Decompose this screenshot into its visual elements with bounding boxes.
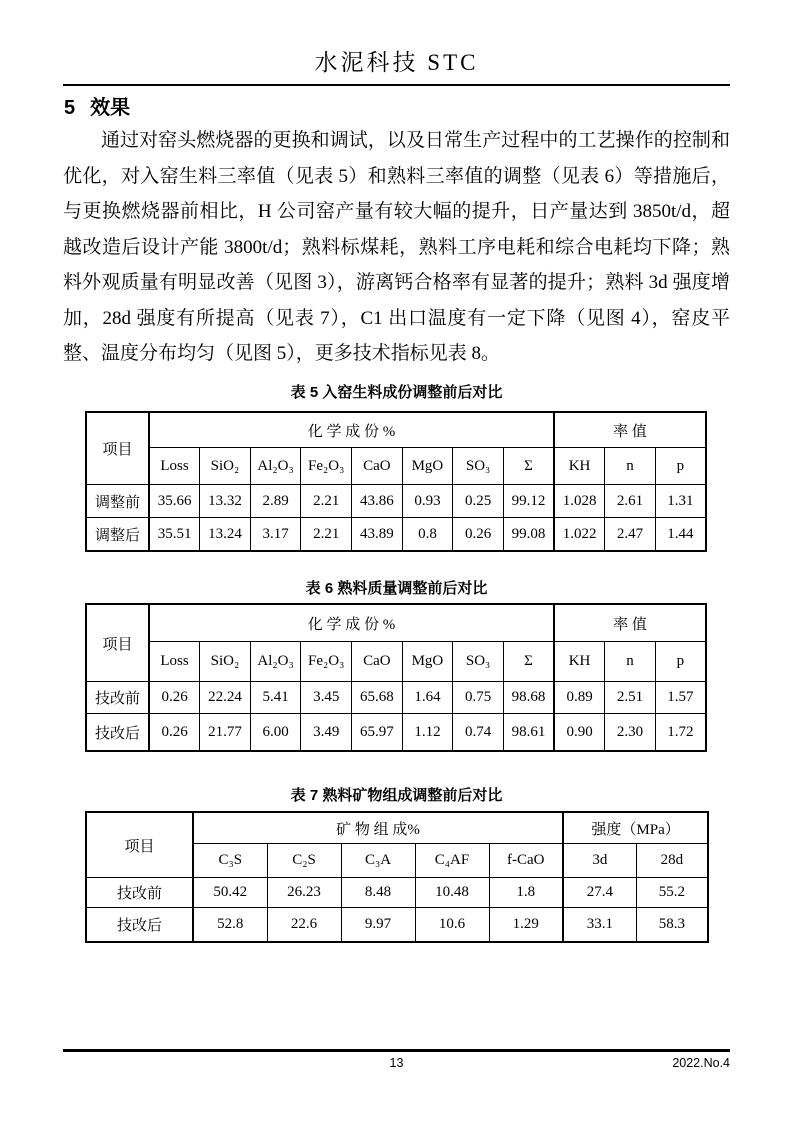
col-header: Loss: [149, 448, 200, 485]
table-cell: 13.24: [200, 518, 251, 552]
section-title: 效果: [90, 97, 131, 119]
row-label: 技改前: [86, 878, 193, 908]
row-label: 调整前: [86, 485, 149, 518]
col-header: MgO: [402, 448, 453, 485]
col-header: Σ: [503, 642, 554, 682]
table-cell: 35.51: [149, 518, 200, 552]
col-header: SiO₂: [200, 642, 251, 682]
table-row: [86, 604, 706, 642]
section-heading: [64, 91, 130, 120]
table-row: [86, 485, 706, 518]
col-header: p: [655, 448, 706, 485]
table-cell: 1.12: [402, 714, 453, 752]
col-header: Al₂O₃: [250, 448, 301, 485]
group-header-chem: 化 学 成 份 %: [149, 604, 554, 642]
col-header: KH: [554, 448, 605, 485]
table-cell: 21.77: [200, 714, 251, 752]
row-label: 调整后: [86, 518, 149, 552]
footer-rule: [63, 1049, 730, 1052]
col-header-item: 项目: [86, 604, 149, 682]
table-row: [86, 642, 706, 682]
col-header: KH: [554, 642, 605, 682]
col-header: C₃S: [193, 844, 267, 878]
table-cell: 2.21: [301, 485, 352, 518]
issue-label: 2022.No.4: [672, 1056, 730, 1070]
table7: [85, 811, 709, 943]
table5-title: 表 5 入窑生料成份调整前后对比: [290, 384, 503, 401]
table-cell: 13.32: [200, 485, 251, 518]
col-header: n: [605, 642, 656, 682]
table-cell: 99.08: [503, 518, 554, 552]
table-cell: 0.93: [402, 485, 453, 518]
group-header-mineral: 矿 物 组 成%: [193, 812, 563, 844]
header-rule: [63, 84, 730, 86]
page-number: 13: [389, 1056, 404, 1070]
table-row: [86, 448, 706, 485]
table-cell: 2.47: [605, 518, 656, 552]
table-cell: 33.1: [563, 908, 636, 943]
table-cell: 1.028: [554, 485, 605, 518]
table-cell: 43.89: [352, 518, 403, 552]
table-cell: 22.6: [267, 908, 341, 943]
col-header: Fe₂O₃: [301, 642, 352, 682]
table-cell: 1.022: [554, 518, 605, 552]
col-header: MgO: [402, 642, 453, 682]
col-header: Loss: [149, 642, 200, 682]
table-cell: 52.8: [193, 908, 267, 943]
table-row: [86, 908, 708, 943]
table-cell: 10.48: [415, 878, 489, 908]
table-row: [86, 812, 708, 844]
table-cell: 6.00: [250, 714, 301, 752]
table-row: [86, 412, 706, 448]
table-cell: 10.6: [415, 908, 489, 943]
table-cell: 9.97: [341, 908, 415, 943]
col-header: Σ: [503, 448, 554, 485]
table5: [85, 411, 707, 552]
table-row: [86, 714, 706, 752]
col-header: CaO: [352, 642, 403, 682]
col-header: Al₂O₃: [250, 642, 301, 682]
table7-title: 表 7 熟料矿物组成调整前后对比: [290, 787, 503, 804]
table-cell: 2.51: [605, 682, 656, 714]
col-header: C₄AF: [415, 844, 489, 878]
col-header: C₂S: [267, 844, 341, 878]
table-cell: 1.29: [489, 908, 563, 943]
table-cell: 2.61: [605, 485, 656, 518]
col-header: SO₃: [453, 642, 504, 682]
table-cell: 0.89: [554, 682, 605, 714]
section-number: 5: [64, 97, 76, 119]
col-header-item: 项目: [86, 812, 193, 878]
table-cell: 8.48: [341, 878, 415, 908]
col-header: SiO₂: [200, 448, 251, 485]
table-cell: 1.8: [489, 878, 563, 908]
col-header: 3d: [563, 844, 636, 878]
table-row: [86, 682, 706, 714]
table-cell: 0.90: [554, 714, 605, 752]
col-header: f-CaO: [489, 844, 563, 878]
table-cell: 27.4: [563, 878, 636, 908]
col-header: n: [605, 448, 656, 485]
col-header: CaO: [352, 448, 403, 485]
table-cell: 0.25: [453, 485, 504, 518]
table-cell: 43.86: [352, 485, 403, 518]
table-cell: 3.17: [250, 518, 301, 552]
table-cell: 2.30: [605, 714, 656, 752]
table-cell: 65.68: [352, 682, 403, 714]
group-header-strength: 强度（MPa）: [563, 812, 708, 844]
group-header-ratio: 率 值: [554, 604, 706, 642]
table-cell: 0.75: [453, 682, 504, 714]
table-cell: 99.12: [503, 485, 554, 518]
table-cell: 50.42: [193, 878, 267, 908]
table-cell: 22.24: [200, 682, 251, 714]
table-cell: 2.89: [250, 485, 301, 518]
table-cell: 1.44: [655, 518, 706, 552]
table-cell: 0.26: [149, 682, 200, 714]
col-header: p: [655, 642, 706, 682]
table-cell: 3.45: [301, 682, 352, 714]
table6: [85, 603, 707, 752]
table-cell: 1.31: [655, 485, 706, 518]
table-cell: 58.3: [636, 908, 708, 943]
table-cell: 26.23: [267, 878, 341, 908]
table6-title: 表 6 熟料质量调整前后对比: [305, 580, 488, 597]
table-cell: 55.2: [636, 878, 708, 908]
table-cell: 98.68: [503, 682, 554, 714]
row-label: 技改后: [86, 908, 193, 943]
table-cell: 0.26: [453, 518, 504, 552]
col-header: SO₃: [453, 448, 504, 485]
table-cell: 0.8: [402, 518, 453, 552]
col-header: 28d: [636, 844, 708, 878]
table-row: [86, 518, 706, 552]
table-cell: 0.74: [453, 714, 504, 752]
table-cell: 1.72: [655, 714, 706, 752]
table-row: [86, 878, 708, 908]
col-header: C₃A: [341, 844, 415, 878]
row-label: 技改前: [86, 682, 149, 714]
table-cell: 1.57: [655, 682, 706, 714]
table-cell: 65.97: [352, 714, 403, 752]
row-label: 技改后: [86, 714, 149, 752]
col-header: Fe₂O₃: [301, 448, 352, 485]
table-cell: 2.21: [301, 518, 352, 552]
table-cell: 3.49: [301, 714, 352, 752]
group-header-chem: 化 学 成 份 %: [149, 412, 554, 448]
journal-title: 水泥科技 STC: [314, 50, 479, 75]
table-cell: 0.26: [149, 714, 200, 752]
body-paragraph: 通过对窑头燃烧器的更换和调试，以及日常生产过程中的工艺操作的控制和优化，对入窑生料三率值（见表 5）和熟料三率值的调整（见表 6）等措施后，与更换燃烧器前相比，H 公司窑产量有较大幅的提升，日产量达到 3850t/d，超越改造后设计产能 3800t/d；熟料标煤耗，熟料工序电耗和综合电耗均下降；熟料外观质量有明显改善（见图 3），游离钙合格率有显著的提升；熟料 3d 强度增加，28d 强度有所提高（见表 7），C1 出口温度有一定下降（见图 4），窑皮平整、温度分布均匀（见图 5），更多技术指标见表 8。: [63, 130, 730, 364]
table-cell: 35.66: [149, 485, 200, 518]
group-header-ratio: 率 值: [554, 412, 706, 448]
col-header-item: 项目: [86, 412, 149, 485]
table-cell: 1.64: [402, 682, 453, 714]
table-cell: 98.61: [503, 714, 554, 752]
table-cell: 5.41: [250, 682, 301, 714]
